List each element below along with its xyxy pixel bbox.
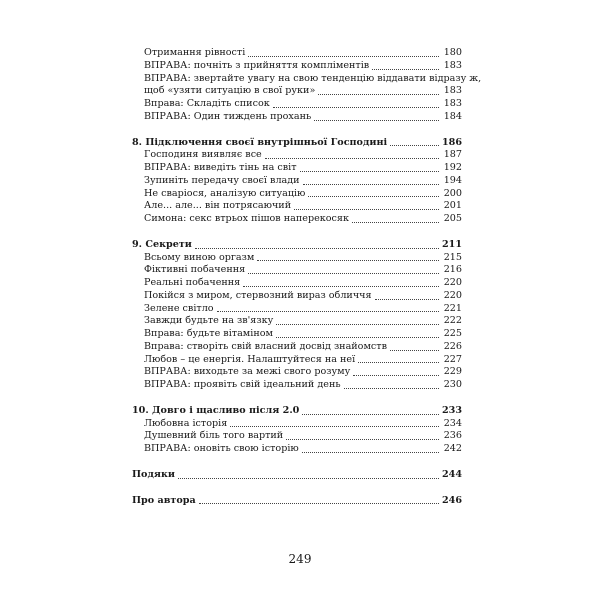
chapter-page: 186 — [441, 136, 462, 148]
dot-leader — [265, 158, 439, 159]
toc-entry-page: 229 — [443, 366, 462, 378]
toc-entry-page: 225 — [443, 328, 462, 339]
dot-leader — [178, 478, 439, 479]
dot-leader — [276, 337, 439, 338]
section-title: Подяки — [132, 468, 175, 480]
dot-leader — [300, 171, 439, 172]
dot-leader — [243, 286, 439, 287]
toc-entry-title: ВПРАВА: почніть з прийняття компліментів — [144, 59, 370, 71]
toc-entry — [132, 443, 462, 456]
toc-entry — [132, 328, 462, 341]
toc-entry-title: ВПРАВА: виходьте за межі свого розуму — [144, 366, 351, 378]
toc-entry-page: 234 — [443, 417, 462, 429]
toc-entry — [132, 366, 462, 379]
section-page: 244 — [441, 468, 462, 480]
toc-entry-page: 184 — [443, 110, 462, 122]
toc-entry-page: 220 — [443, 277, 462, 288]
chapter-title: 9. Секрети — [132, 238, 192, 250]
dot-leader — [303, 184, 439, 185]
toc-entry-page: 183 — [443, 85, 462, 97]
toc-chapter-9 — [132, 239, 462, 252]
dot-leader — [353, 375, 439, 376]
toc-entry-page: 236 — [443, 430, 462, 442]
toc-entry-title: ВПРАВА: виведіть тінь на світ — [144, 162, 297, 173]
dot-leader — [248, 56, 439, 57]
dot-leader — [344, 388, 439, 389]
toc-entry-title-line1: ВПРАВА: звертайте увагу на свою тенденцію віддавати відразу ж, — [144, 72, 482, 84]
chapter-title: 10. Довго і щасливо після 2.0 — [132, 404, 300, 416]
toc-entry-page: 183 — [443, 98, 462, 109]
toc-entry-title: Любовна історія — [144, 417, 228, 429]
dot-leader — [352, 222, 439, 223]
toc-entry-title: ВПРАВА: оновіть свою історію — [144, 443, 299, 454]
dot-leader — [390, 145, 439, 146]
dot-leader — [372, 69, 439, 70]
toc-entry-page: 242 — [443, 443, 462, 454]
toc-entry-page: 205 — [443, 213, 462, 224]
dot-leader — [199, 503, 439, 504]
toc-chapter-10 — [132, 405, 462, 418]
toc-entry-title-line2: щоб «узяти ситуацію в свої руки» — [144, 85, 316, 97]
toc-entry-page: 201 — [443, 200, 462, 212]
toc-entry-title: Душевний біль того вартий — [144, 430, 284, 442]
toc-entry-title: Покійся з миром, стервозний вираз обличчя — [144, 289, 372, 301]
toc-entry — [132, 277, 462, 290]
dot-leader — [195, 248, 439, 249]
toc-entry-title: Отримання рівності — [144, 47, 246, 58]
dot-leader — [294, 209, 439, 210]
toc-entry-title: Фіктивні побачення — [144, 264, 246, 276]
toc-entry-title: Симона: секс втрьох пішов наперекосяк — [144, 213, 349, 224]
toc-entry — [132, 60, 462, 73]
page-number: 249 — [288, 552, 312, 566]
toc-entry-title: Любов – це енергія. Налаштуйтеся на неї — [144, 353, 356, 365]
toc-entry — [132, 379, 462, 392]
toc-entry-page: 220 — [443, 289, 462, 301]
toc-entry — [132, 213, 462, 226]
toc-entry-page: 227 — [443, 353, 462, 365]
toc-entry-title: Вправа: створіть свій власний досвід знайомств — [144, 340, 388, 352]
toc-entry-title: ВПРАВА: Один тиждень прохань — [144, 110, 312, 122]
toc-entry-page: 226 — [443, 340, 462, 352]
dot-leader — [273, 107, 439, 108]
toc-entry — [132, 418, 462, 431]
toc-entry-title: Всьому виною оргазм — [144, 251, 255, 263]
dot-leader — [302, 414, 439, 415]
toc-entry — [132, 354, 462, 367]
toc-entry — [132, 111, 462, 124]
toc-entry-page: 187 — [443, 149, 462, 161]
toc-entry-page: 183 — [443, 59, 462, 71]
toc-entry-page: 216 — [443, 264, 462, 276]
toc-entry — [132, 47, 462, 60]
toc-entry-title: Завжди будьте на зв'язку — [144, 315, 274, 327]
toc-entry — [132, 303, 462, 316]
toc-entry-title: Реальні побачення — [144, 277, 241, 288]
toc-entry — [132, 341, 462, 354]
toc-entry-page: 222 — [443, 315, 462, 327]
toc-entry-page: 221 — [443, 302, 462, 314]
toc-entry — [132, 252, 462, 265]
dot-leader — [318, 94, 439, 95]
toc-entry-wrapped — [132, 72, 482, 99]
dot-leader — [358, 362, 439, 363]
toc-entry-title: ВПРАВА: проявіть свій ідеальний день — [144, 379, 341, 390]
toc-entry — [132, 188, 462, 201]
toc-entry-title: Вправа: Складіть список — [144, 98, 270, 109]
toc-entry — [132, 98, 462, 111]
toc-entry-title: Вправа: будьте вітаміном — [144, 328, 273, 339]
toc-entry-page: 230 — [443, 379, 462, 390]
dot-leader — [217, 311, 439, 312]
dot-leader — [248, 273, 439, 274]
table-of-contents — [132, 47, 482, 507]
section-title: Про автора — [132, 494, 196, 506]
dot-leader — [308, 196, 439, 197]
toc-entry-page: 180 — [443, 47, 462, 58]
toc-entry — [132, 200, 462, 213]
toc-entry-page: 192 — [443, 162, 462, 173]
toc-chapter-8 — [132, 137, 462, 150]
chapter-title: 8. Підключення своєї внутрішньої Господині — [132, 136, 388, 148]
toc-entry — [132, 290, 462, 303]
chapter-page: 233 — [441, 404, 462, 416]
toc-entry-title: Зупиніть передачу своєї влади — [144, 174, 300, 186]
chapter-page: 211 — [441, 238, 462, 250]
toc-entry — [132, 315, 462, 328]
dot-leader — [257, 260, 439, 261]
toc-entry-page: 200 — [443, 187, 462, 199]
toc-entry-page: 194 — [443, 174, 462, 186]
toc-thanks — [132, 469, 462, 482]
toc-entry — [132, 162, 462, 175]
dot-leader — [286, 439, 439, 440]
toc-entry — [132, 264, 462, 277]
section-page: 246 — [441, 494, 462, 506]
dot-leader — [276, 324, 439, 325]
toc-about-author — [132, 495, 462, 508]
toc-entry — [132, 430, 462, 443]
toc-entry-title: Господиня виявляє все — [144, 149, 262, 161]
dot-leader — [230, 426, 439, 427]
dot-leader — [314, 120, 439, 121]
toc-entry — [132, 149, 462, 162]
toc-entry-title: Зелене світло — [144, 302, 214, 314]
dot-leader — [390, 350, 439, 351]
toc-entry-title: Але... але... він потрясаючий — [144, 200, 292, 212]
dot-leader — [302, 452, 439, 453]
toc-entry-title: Не сваріося, аналізую ситуацію — [144, 187, 306, 199]
toc-entry — [132, 175, 462, 188]
toc-entry-page: 215 — [443, 251, 462, 263]
dot-leader — [375, 299, 439, 300]
